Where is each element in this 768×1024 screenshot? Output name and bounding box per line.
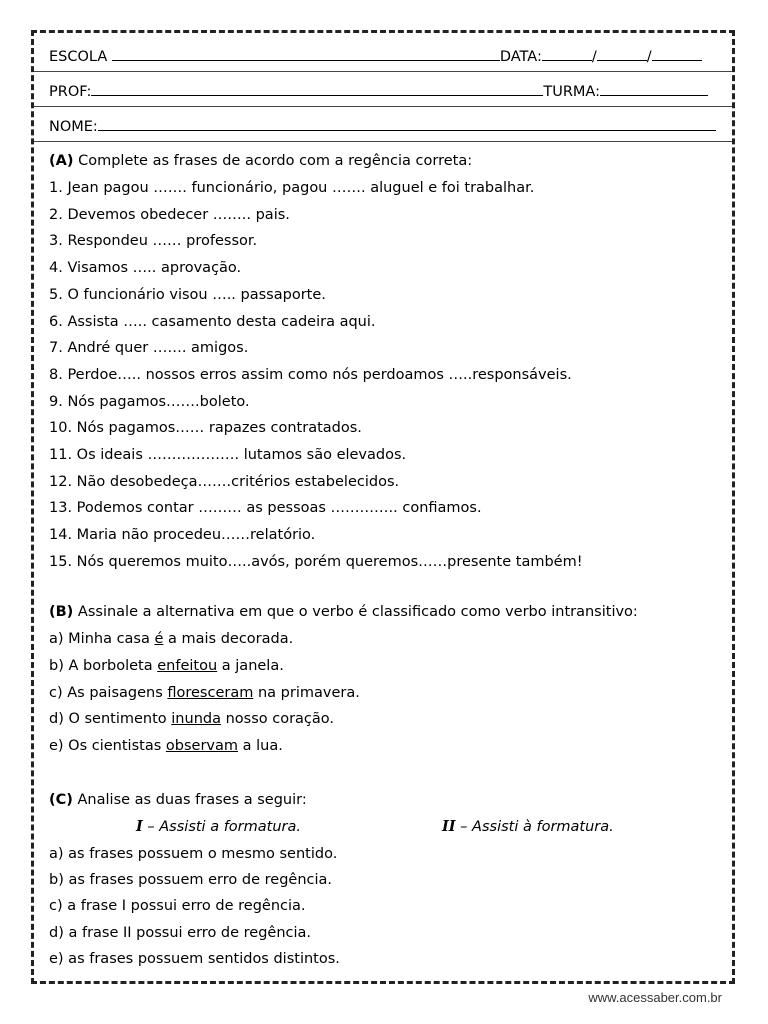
answer-option: b) as frases possuem erro de regência. bbox=[49, 872, 332, 889]
section-a-tag: (A) bbox=[49, 153, 74, 169]
phrase-1-text: – Assisti a formatura. bbox=[142, 819, 301, 835]
option-text: b) A borboleta bbox=[49, 657, 158, 674]
question-item: 6. Assista ….. casamento desta cadeira aqui. bbox=[49, 313, 376, 330]
worksheet-border bbox=[31, 30, 735, 984]
answer-option: c) a frase I possui erro de regência. bbox=[49, 898, 306, 915]
header-divider bbox=[34, 106, 732, 107]
question-item: 13. Podemos contar ……… as pessoas ………….. confiamos. bbox=[49, 500, 482, 517]
option-text: nosso coração. bbox=[220, 711, 335, 728]
question-item: 3. Respondeu …… professor. bbox=[49, 233, 258, 250]
option-text: d) O sentimento bbox=[49, 711, 172, 728]
escola-row bbox=[49, 46, 718, 67]
section-c-tag: (C) bbox=[49, 792, 73, 808]
escola-label: ESCOLA bbox=[49, 49, 108, 65]
question-item: 7. André quer ……. amigos. bbox=[49, 340, 249, 357]
date-sep: / bbox=[646, 49, 652, 65]
section-c-instruction: Analise as duas frases a seguir: bbox=[77, 792, 307, 808]
section-a-heading bbox=[49, 151, 718, 171]
date-year-blank[interactable] bbox=[652, 46, 702, 61]
answer-option bbox=[49, 709, 718, 729]
data-label: DATA: bbox=[499, 49, 542, 65]
option-text: c) As paisagens bbox=[49, 684, 168, 701]
underlined-verb: enfeitou bbox=[157, 657, 218, 674]
question-item: 15. Nós queremos muito…..avós, porém queremos……presente também! bbox=[49, 553, 583, 570]
option-text: e) Os cientistas bbox=[49, 738, 166, 755]
option-text: a lua. bbox=[238, 738, 283, 755]
nome-row bbox=[49, 116, 718, 137]
underlined-verb: floresceram bbox=[167, 684, 254, 701]
answer-option bbox=[49, 656, 718, 676]
question-item: 4. Visamos ….. aprovação. bbox=[49, 260, 242, 277]
answer-option: e) as frases possuem sentidos distintos. bbox=[49, 950, 340, 967]
prof-label: PROF: bbox=[49, 84, 92, 100]
nome-label: NOME: bbox=[49, 119, 98, 135]
phrase-2-number: II bbox=[442, 818, 456, 835]
phrase-2 bbox=[442, 817, 718, 837]
section-a-instruction: Complete as frases de acordo com a regência correta: bbox=[78, 153, 473, 169]
option-text: a mais decorada. bbox=[163, 631, 294, 647]
prof-row bbox=[49, 81, 718, 102]
date-sep: / bbox=[591, 49, 597, 65]
footer-website: www.acessaber.com.br bbox=[588, 990, 722, 1005]
question-item: 5. O funcionário visou ….. passaporte. bbox=[49, 286, 326, 303]
question-item: 9. Nós pagamos…….boleto. bbox=[49, 393, 250, 410]
answer-option: d) a frase II possui erro de regência. bbox=[49, 924, 312, 941]
escola-blank[interactable] bbox=[112, 46, 500, 61]
date-month-blank[interactable] bbox=[597, 46, 647, 61]
option-text: a janela. bbox=[217, 657, 284, 674]
question-item: 12. Não desobedeça…….critérios estabelecidos. bbox=[49, 473, 400, 490]
turma-blank[interactable] bbox=[600, 81, 708, 96]
question-item: 8. Perdoe….. nossos erros assim como nós perdoamos …..responsáveis. bbox=[49, 366, 572, 383]
question-item: 14. Maria não procedeu……relatório. bbox=[49, 527, 316, 544]
header-divider bbox=[34, 141, 732, 142]
turma-label: TURMA: bbox=[543, 84, 600, 100]
prof-blank[interactable] bbox=[91, 81, 543, 96]
section-b-heading bbox=[49, 602, 718, 622]
header-divider bbox=[34, 71, 732, 72]
nome-blank[interactable] bbox=[98, 116, 716, 131]
question-item: 11. Os ideais ………………. lutamos são elevados. bbox=[49, 447, 407, 463]
section-b-instruction: Assinale a alternativa em que o verbo é classificado como verbo intransitivo: bbox=[77, 604, 638, 620]
answer-option bbox=[49, 736, 718, 756]
answer-option bbox=[49, 683, 718, 703]
phrase-1-number: I bbox=[136, 818, 143, 835]
section-b-tag: (B) bbox=[49, 604, 74, 620]
answer-option bbox=[49, 629, 718, 649]
question-item: 10. Nós pagamos…… rapazes contratados. bbox=[49, 420, 362, 437]
underlined-verb: é bbox=[154, 631, 164, 647]
section-c-heading bbox=[49, 790, 718, 810]
option-text: a) Minha casa bbox=[49, 631, 155, 647]
option-text: na primavera. bbox=[253, 684, 360, 701]
question-item: 2. Devemos obedecer …….. pais. bbox=[49, 206, 290, 223]
phrase-2-text: – Assisti à formatura. bbox=[455, 819, 614, 835]
question-item: 1. Jean pagou ……. funcionário, pagou ……. aluguel e foi trabalhar. bbox=[49, 180, 535, 196]
underlined-verb: inunda bbox=[171, 711, 221, 728]
underlined-verb: observam bbox=[165, 738, 238, 755]
answer-option: a) as frases possuem o mesmo sentido. bbox=[49, 846, 338, 862]
date-day-blank[interactable] bbox=[542, 46, 592, 61]
